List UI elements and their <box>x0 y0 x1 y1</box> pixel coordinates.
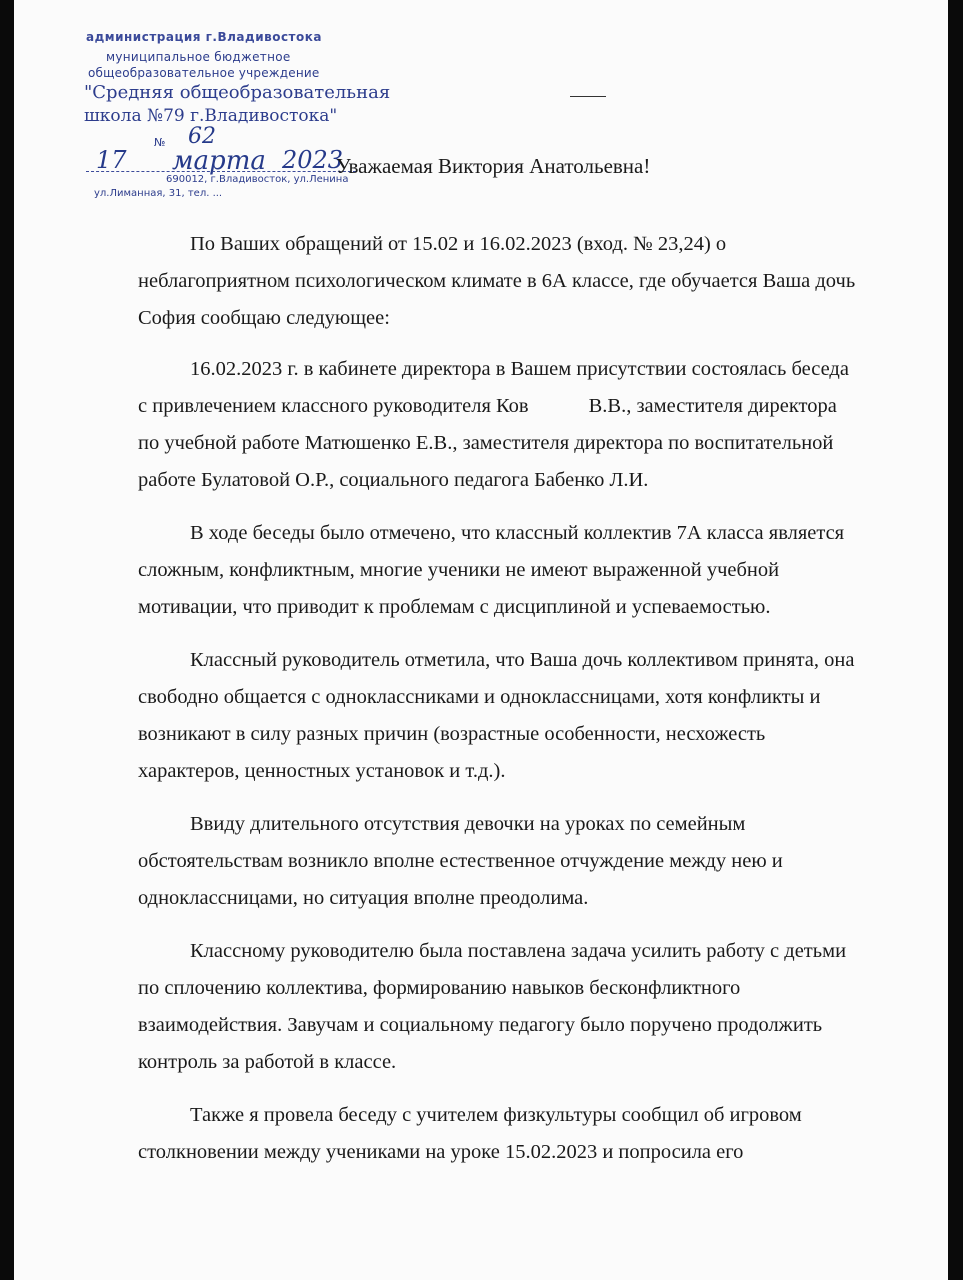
paragraph-meeting-part1: 16.02.2023 г. в кабинете директора в Вашем присутствии состоялась беседа с привлечением классного руководителя Ков <box>138 358 849 417</box>
stamp-line-municipal: муниципальное бюджетное <box>106 50 291 64</box>
stamp-date-month: марта <box>172 146 266 176</box>
stamp-line-school-name: "Средняя общеобразовательная <box>84 82 391 103</box>
paragraph-meeting-part2: В.В., заместителя директора по учебной работе Матюшенко Е.В., заместителя директора по воспитательной работе Булатовой О.Р., социального педагога Бабенко Л.И. <box>138 395 837 491</box>
stamp-date <box>86 146 376 176</box>
paragraph-teacher-opinion: Классный руководитель отметила, что Ваша дочь коллективом принята, она свободно общается с одноклассниками и одноклассницами, хотя конфликты и возникают в силу разных причин (возрастные особенности, несхожесть характеров, ценностных установок и т.д.). <box>138 649 855 782</box>
stamp-date-year: 2023 <box>282 146 344 174</box>
stamp-date-underline <box>86 171 356 172</box>
stamp-number-value: 62 <box>188 124 216 149</box>
letter-greeting: Уважаемая Виктория Анатольевна! <box>336 154 651 178</box>
paragraph-class-difficulty: В ходе беседы было отмечено, что классный коллектив 7А класса является сложным, конфликтным, многие ученики не имеют выраженной учебной мотивации, что приводит к проблемам с дисциплиной и успеваемостью. <box>138 522 845 618</box>
stamp-date-day: 17 <box>96 146 127 174</box>
paragraph-meeting <box>138 351 858 499</box>
stamp-line-school-number: школа №79 г.Владивостока" <box>84 106 338 126</box>
stamp-line-administration: администрация г.Владивостока <box>86 30 322 44</box>
paragraph-intro: По Ваших обращений от 15.02 и 16.02.2023 (вход. № 23,24) о неблагоприятном психологическом климате в 6А классе, где обучается Ваша дочь София сообщаю следующее: <box>138 233 856 329</box>
stamp-line-institution: общеобразовательное учреждение <box>88 66 320 80</box>
paragraph-tasks: Классному руководителю была поставлена задача усилить работу с детьми по сплочению коллектива, формированию навыков бесконфликтного взаимодействия. Завучам и социальному педагогу было поручено продолжить контроль за работой в классе. <box>138 940 847 1073</box>
stamp-number-label: № <box>154 136 166 149</box>
letter-page <box>14 0 948 1280</box>
header-dash <box>570 96 606 97</box>
paragraph-absence: Ввиду длительного отсутствия девочки на уроках по семейным обстоятельствам возникло вполне естественное отчуждение между нею и одноклассницами, но ситуация вполне преодолима. <box>138 813 783 909</box>
stamp-address-line-1: 690012, г.Владивосток, ул.Ленина <box>166 174 349 185</box>
school-stamp <box>80 28 391 199</box>
letter-body <box>138 226 858 1187</box>
stamp-address-line-2: ул.Лиманная, 31, тел. ... <box>94 188 223 199</box>
redaction-block <box>529 396 589 418</box>
paragraph-pe-teacher: Также я провела беседу с учителем физкультуры сообщил об игровом столкновении между учениками на уроке 15.02.2023 и попросила его <box>138 1104 802 1163</box>
